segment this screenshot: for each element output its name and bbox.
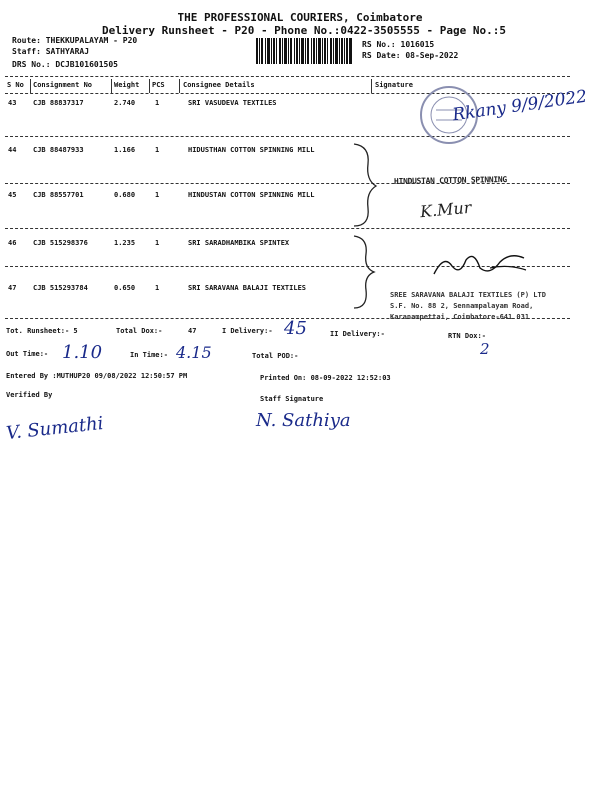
drs-label: DRS No.: DCJB101601505 [12, 60, 118, 69]
row-43-pcs: 1 [155, 99, 160, 107]
rtn-dox-label: RTN Dox:- [448, 332, 486, 340]
row-44-sno: 44 [8, 146, 17, 154]
col-signature: Signature [375, 81, 413, 89]
row-45-sno: 45 [8, 191, 17, 199]
runsheet-title: Delivery Runsheet - P20 - Phone No.:0422-3505555 - Page No.:5 [102, 24, 506, 37]
out-time-label: Out Time:- [6, 350, 49, 358]
row-45-signature: K.Mur [419, 197, 473, 222]
row-43-signature: Rkany 9/9/2022 [451, 86, 589, 126]
company-title: THE PROFESSIONAL COURIERS, Coimbatore [177, 11, 423, 24]
col-weight: Weight [114, 81, 140, 89]
col-pcs: PCS [152, 81, 165, 89]
row-45-weight: 0.680 [114, 191, 136, 199]
staff-signature-label: Staff Signature [260, 395, 324, 403]
row-47-pcs: 1 [155, 284, 160, 292]
row-43-weight: 2.740 [114, 99, 136, 107]
i-delivery-label: I Delivery:- [222, 327, 273, 335]
brace-mark [350, 140, 380, 230]
total-dox-label: Total Dox:- [116, 327, 163, 335]
rtn-dox-handwritten: 2 [480, 340, 490, 358]
printed-on: Printed On: 08-09-2022 12:52:03 [260, 374, 391, 382]
row-rule [5, 136, 570, 137]
staff-signature: N. Sathiya [256, 410, 351, 431]
row-43-sno: 43 [8, 99, 17, 107]
route-label: Route: THEKKUPALAYAM - P20 [12, 36, 138, 45]
row-45-consignment: CJB 88557701 [33, 191, 84, 199]
hindustan-stamp: HINDUSTAN COTTON SPINNING [393, 175, 507, 186]
saravana-stamp-line2: S.F. No. 88 2, Sennampalayam Road, [390, 302, 534, 310]
entered-by: Entered By :MUTHUP20 09/08/2022 12:50:57 PM [6, 372, 188, 380]
row-47-consignment: CJB 515293784 [33, 284, 88, 292]
brace-mark [350, 232, 380, 312]
row-43-consignment: CJB 88837317 [33, 99, 84, 107]
header-bottom-rule [5, 93, 570, 94]
row-44-pcs: 1 [155, 146, 160, 154]
in-time-label: In Time:- [130, 351, 168, 359]
row-47-consignee: SRI SARAVANA BALAJI TEXTILES [188, 284, 307, 292]
col-consignment: Consignment No [33, 81, 93, 89]
row-46-consignment: CJB 515298376 [33, 239, 88, 247]
verified-by-label: Verified By [6, 391, 53, 399]
col-divider [111, 79, 112, 93]
row-45-consignee: HINDUSTAN COTTON SPINNING MILL [188, 191, 315, 199]
row-47-signature-scribble [430, 246, 530, 282]
col-divider [371, 79, 372, 93]
row-47-sno: 47 [8, 284, 17, 292]
total-dox-value: 47 [188, 327, 197, 335]
barcode [256, 38, 352, 64]
saravana-stamp-line1: SREE SARAVANA BALAJI TEXTILES (P) LTD [390, 291, 546, 299]
row-44-consignment: CJB 88487933 [33, 146, 84, 154]
tot-runsheet: Tot. Runsheet:- 5 [6, 327, 78, 335]
col-divider [149, 79, 150, 93]
col-consignee: Consignee Details [183, 81, 255, 89]
rs-date-label: RS Date: 08-Sep-2022 [362, 51, 459, 60]
in-time-handwritten: 4.15 [176, 343, 212, 362]
ii-delivery-label: II Delivery:- [330, 330, 385, 338]
saravana-stamp-line3: Karanampettai, Coimbatore-641 031 [390, 313, 530, 321]
row-45-pcs: 1 [155, 191, 160, 199]
staff-label: Staff: SATHYARAJ [12, 47, 90, 56]
i-delivery-handwritten: 45 [284, 318, 307, 339]
row-46-weight: 1.235 [114, 239, 136, 247]
total-pod-label: Total POD:- [252, 352, 299, 360]
out-time-handwritten: 1.10 [62, 342, 103, 363]
row-rule [5, 228, 570, 229]
header-top-rule [5, 76, 570, 77]
row-44-weight: 1.166 [114, 146, 136, 154]
row-44-consignee: HIDUSTHAN COTTON SPINNING MILL [188, 146, 315, 154]
rs-no-label: RS No.: 1016015 [362, 40, 435, 49]
row-46-pcs: 1 [155, 239, 160, 247]
row-43-consignee: SRI VASUDEVA TEXTILES [188, 99, 277, 107]
row-46-sno: 46 [8, 239, 17, 247]
verifier-signature: V. Sumathi [5, 412, 105, 445]
col-divider [179, 79, 180, 93]
row-47-weight: 0.650 [114, 284, 136, 292]
col-divider [30, 79, 31, 93]
row-46-consignee: SRI SARADHAMBIKA SPINTEX [188, 239, 290, 247]
col-sno: S No [7, 81, 24, 89]
